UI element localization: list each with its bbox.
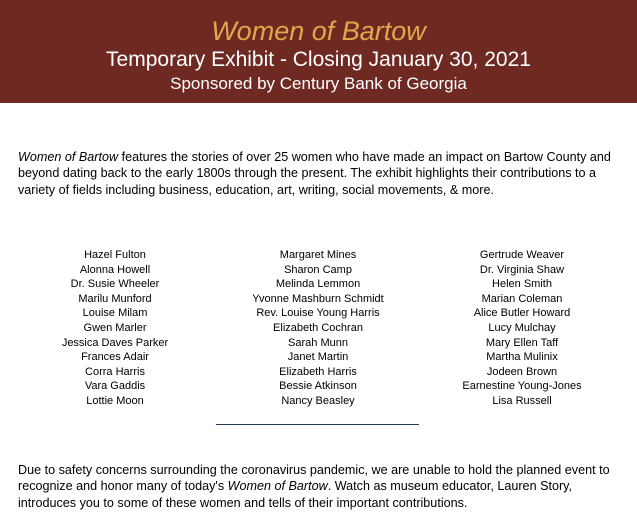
exhibit-subtitle: Temporary Exhibit - Closing January 30, 2021 [106,48,531,71]
woman-name: Margaret Mines [279,249,357,261]
woman-name: Hazel Fulton [84,249,146,261]
intro-paragraph [18,149,622,198]
woman-name: Lottie Moon [86,394,144,407]
names-column-2 [218,248,418,409]
closing-paragraph [18,462,622,511]
woman-name: Mary Ellen Taff [485,336,559,349]
woman-name: Elizabeth Cochran [273,321,363,334]
woman-name: Jessica Daves Parker [61,336,169,349]
woman-name: Bessie Atkinson [279,380,357,393]
woman-name: Rev. Louise Young Harris [256,307,380,320]
woman-name: Nancy Beasley [281,394,355,407]
closing-text-after: . Watch as museum educator, Lauren Story, introduces you to some of these women and tells of their important contributions. [18,479,573,510]
woman-name: Yvonne Mashburn Schmidt [252,292,384,305]
woman-name: Janet Martin [287,351,349,364]
woman-name: Lisa Russell [492,394,552,407]
woman-name: Sharon Camp [284,263,352,276]
woman-name: Helen Smith [492,278,552,291]
woman-name: Melinda Lemmon [275,278,361,291]
divider-line [216,424,419,425]
woman-name: Elizabeth Harris [279,365,357,378]
woman-name: Dr. Virginia Shaw [479,263,565,276]
closing-italic-title: Women of Bartow [227,479,328,494]
exhibit-title: Women of Bartow [211,16,426,46]
woman-name: Gertrude Weaver [479,249,565,261]
names-column-1 [15,248,215,409]
woman-name: Alonna Howell [79,263,151,276]
intro-italic-title: Women of Bartow [18,150,119,164]
woman-name: Alice Butler Howard [473,307,571,320]
woman-name: Gwen Marler [83,321,147,334]
woman-name: Dr. Susie Wheeler [70,278,160,291]
woman-name: Corra Harris [85,365,145,378]
woman-name: Lucy Mulchay [488,321,556,334]
woman-name: Earnestine Young-Jones [462,380,582,393]
woman-name: Marian Coleman [481,292,563,305]
woman-name: Sarah Munn [288,336,348,349]
woman-name: Frances Adair [81,351,149,364]
names-column-3 [422,248,622,409]
woman-name: Jodeen Brown [486,365,558,378]
woman-name: Marilu Munford [78,292,152,305]
woman-name: Louise Milam [82,307,148,320]
closing-text-before: Due to safety concerns surrounding the coronavirus pandemic, we are unable to hold the planned event to recognize and honor many of today's [18,463,610,494]
woman-name: Vara Gaddis [84,380,146,393]
intro-text: features the stories of over 25 women who have made an impact on Bartow County and beyond dating back to the early 1800s through the present. The exhibit highlights their contributions to a variety of fields including business, education, art, writing, social movements, & more. [18,150,611,197]
header-banner [0,0,637,103]
sponsor-line: Sponsored by Century Bank of Georgia [170,74,467,93]
woman-name: Martha Mulinix [486,351,558,364]
